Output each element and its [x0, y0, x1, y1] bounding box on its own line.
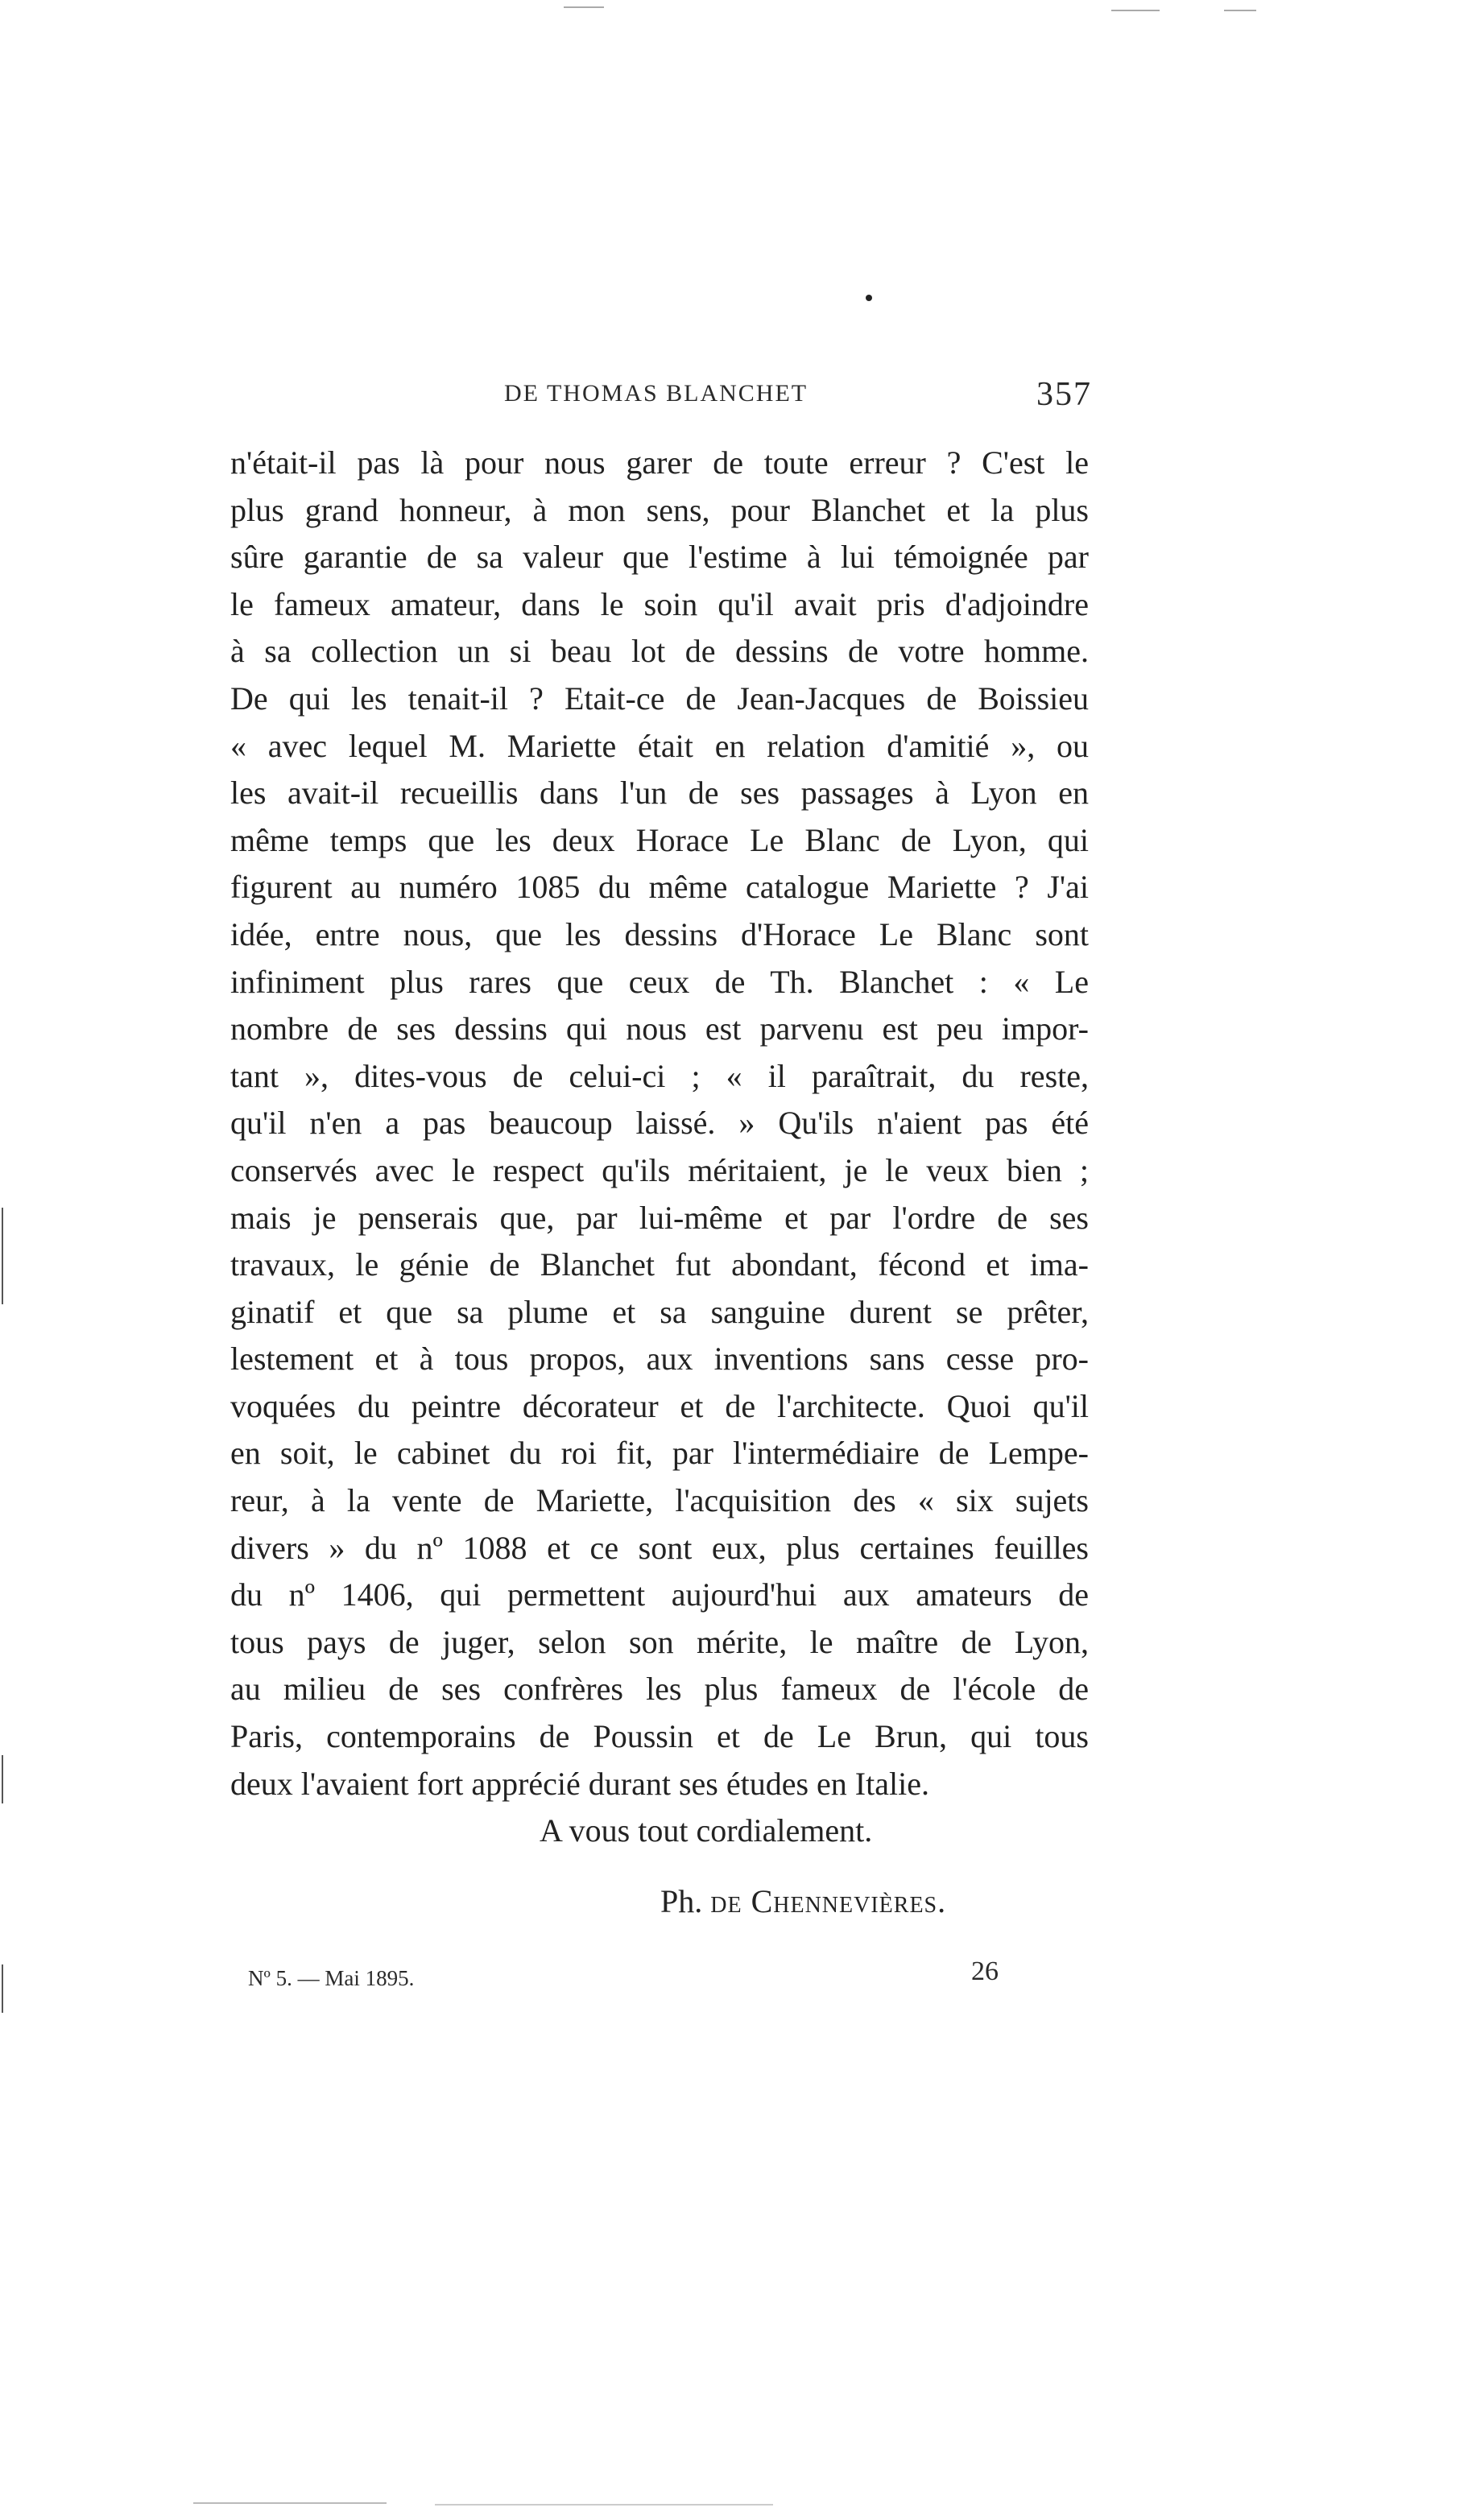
body-line: tous pays de juger, selon son mérite, le maître de Lyon, [230, 1623, 1089, 1660]
body-line: sûre garantie de sa valeur que l'estime à lui témoignée par [230, 539, 1089, 576]
body-text [230, 440, 1089, 1807]
left-margin-rule [2, 1755, 3, 1803]
body-line: divers » du nº 1088 et ce sont eux, plus certaines feuilles [230, 1529, 1089, 1566]
body-line: lestement et à tous propos, aux inventions sans cesse pro- [230, 1341, 1089, 1378]
left-margin-rule [2, 1208, 3, 1304]
signature-mark: 26 [971, 1956, 999, 1986]
body-line: infiniment plus rares que ceux de Th. Blanchet : « Le [230, 963, 1089, 1000]
signature-name: de Chennevières. [710, 1883, 947, 1919]
closing-salutation: A vous tout cordialement. [540, 1812, 873, 1849]
body-line: conservés avec le respect qu'ils méritaient, je le veux bien ; [230, 1151, 1089, 1188]
body-line: reur, à la vente de Mariette, l'acquisition des « six sujets [230, 1482, 1089, 1519]
body-line: nombre de ses dessins qui nous est parvenu est peu impor- [230, 1010, 1089, 1047]
body-line: même temps que les deux Horace Le Blanc de Lyon, qui [230, 821, 1089, 858]
signature-prefix: Ph. [660, 1883, 703, 1919]
scan-dash [1224, 10, 1256, 11]
ink-dot [866, 295, 872, 301]
body-line: Paris, contemporains de Poussin et de Le Brun, qui tous [230, 1718, 1089, 1755]
body-line: deux l'avaient fort apprécié durant ses études en Italie. [230, 1765, 929, 1802]
body-line: du nº 1406, qui permettent aujourd'hui aux amateurs de [230, 1576, 1089, 1613]
body-line: le fameux amateur, dans le soin qu'il avait pris d'adjoindre [230, 585, 1089, 622]
body-line: « avec lequel M. Mariette était en relation d'amitié », ou [230, 727, 1089, 764]
left-margin-rule [2, 1964, 3, 2013]
body-line: les avait-il recueillis dans l'un de ses passages à Lyon en [230, 775, 1089, 812]
body-line: idée, entre nous, que les dessins d'Horace Le Blanc sont [230, 915, 1089, 952]
body-line: mais je penserais que, par lui-même et par l'ordre de ses [230, 1199, 1089, 1236]
body-line: ginatif et que sa plume et sa sanguine durent se prêter, [230, 1293, 1089, 1330]
body-line: à sa collection un si beau lot de dessins de votre homme. [230, 633, 1089, 670]
running-title: DE THOMAS BLANCHET [504, 380, 809, 407]
body-line: tant », dites-vous de celui-ci ; « il paraîtrait, du reste, [230, 1057, 1089, 1094]
scan-dash [1111, 10, 1160, 11]
body-line: qu'il n'en a pas beaucoup laissé. » Qu'ils n'aient pas été [230, 1105, 1089, 1142]
body-line: voquées du peintre décorateur et de l'architecte. Quoi qu'il [230, 1387, 1089, 1424]
body-line: plus grand honneur, à mon sens, pour Blanchet et la plus [230, 491, 1089, 528]
page-number: 357 [1036, 376, 1092, 413]
body-line: travaux, le génie de Blanchet fut abondant, fécond et ima- [230, 1246, 1089, 1283]
signature [660, 1882, 946, 1920]
body-line: en soit, le cabinet du roi fit, par l'intermédiaire de Lempe- [230, 1435, 1089, 1472]
body-line: n'était-il pas là pour nous garer de toute erreur ? C'est le [230, 444, 1089, 481]
body-line: De qui les tenait-il ? Etait-ce de Jean-Jacques de Boissieu [230, 680, 1089, 717]
body-line: au milieu de ses confrères les plus fameux de l'école de [230, 1671, 1089, 1708]
body-line: figurent au numéro 1085 du même catalogue Mariette ? J'ai [230, 869, 1089, 906]
scan-dash [435, 2504, 773, 2506]
running-head [234, 375, 1103, 423]
scan-dash [564, 6, 604, 8]
scan-dash [193, 2502, 387, 2504]
issue-footer: Nº 5. — Mai 1895. [248, 1966, 415, 1990]
